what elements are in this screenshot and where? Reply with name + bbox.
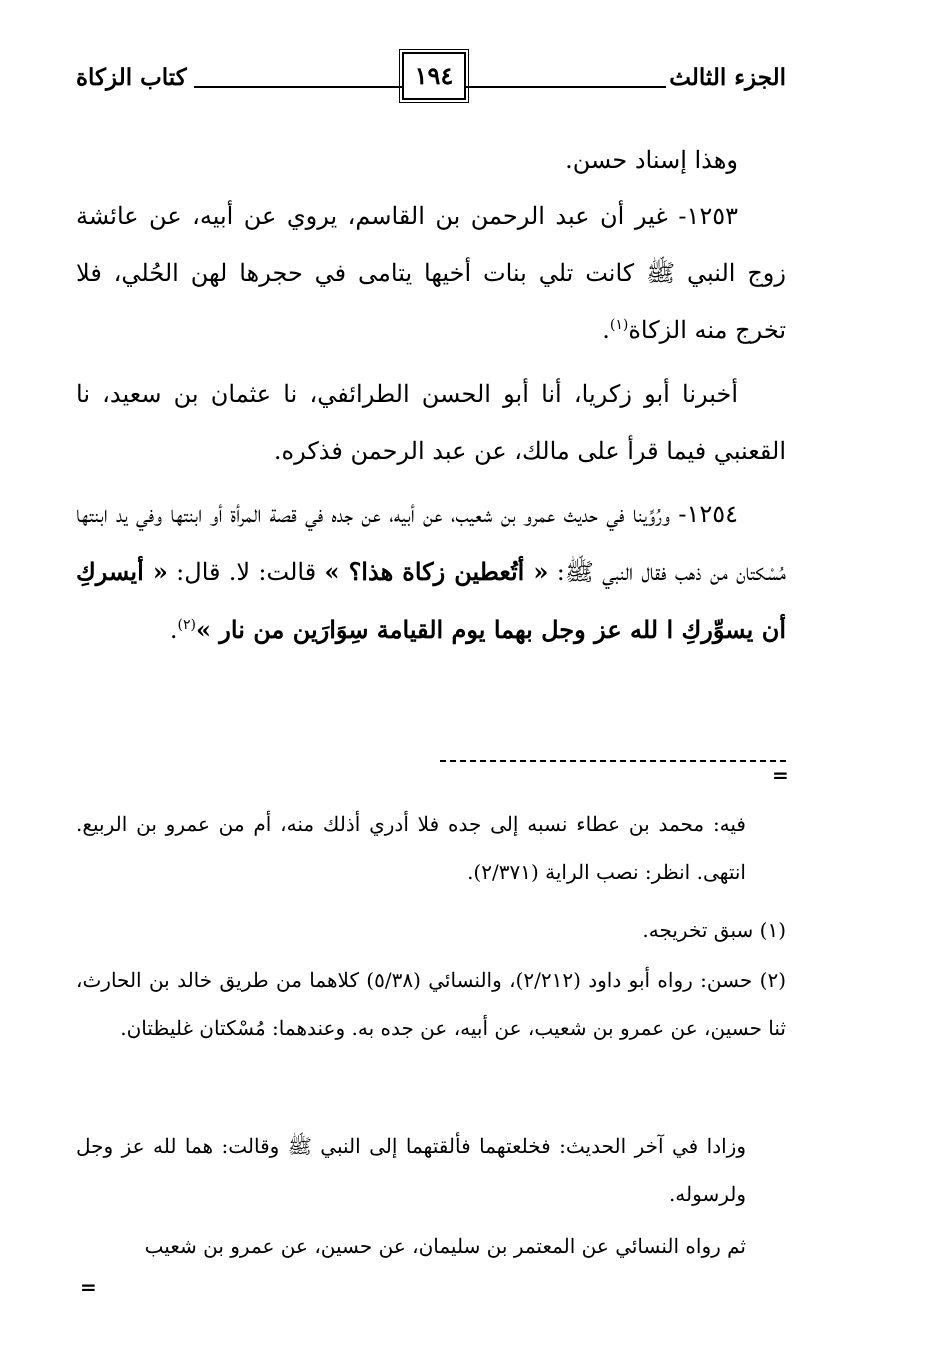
hadith-1254-end: . <box>169 616 178 644</box>
footnote-continuation-text: فيه: محمد بن عطاء نسبه إلى جده فلا أدري أذلك منه، أم من عمرو بن الربيع. انتهى. انظر: نصب الراية (٢/٣٧١). <box>76 812 746 884</box>
footnote-separator <box>440 760 786 762</box>
hadith-1254 <box>76 486 786 659</box>
page-number: ١٩٤ <box>402 52 466 100</box>
hadith-1254-intro: ١٢٥٤- ورُوِّينا في حديث عمرو بن شعيب، عن أبيه، عن جده في قصة المرأة أو ابنتها وفي يد ابنتها مُسْكتان من ذهب فقال النبي ﷺ: <box>76 500 787 586</box>
footnote-1 <box>76 906 786 954</box>
hadith-1253-end: . <box>602 316 610 344</box>
footnote-2-label: (٢) <box>759 968 787 992</box>
footnote-2-tail <box>76 1222 786 1270</box>
hadith-1253 <box>76 188 786 359</box>
footnote-1-text: سبق تخريجه. <box>642 918 754 942</box>
footnote-continuation <box>76 800 786 896</box>
hadith-1253-text: ١٢٥٣- غير أن عبد الرحمن بن القاسم، يروي عن أبيه، عن عائشة زوج النبي ﷺ كانت تلي بنات أخيها يتامى في حجرها لهن الحُلي، فلا تخرج منه الزكاة <box>76 202 786 344</box>
footnote-ref-2: (٢) <box>177 617 196 633</box>
volume-title: الجزء الثالث <box>669 64 786 91</box>
book-title: كتاب الزكاة <box>76 64 187 91</box>
continuation-mark-top: = <box>772 763 789 787</box>
footnote-1-label: (١) <box>759 918 786 942</box>
hadith-1254-mid: قالت: لا. قال: <box>167 558 325 586</box>
footnote-2 <box>76 956 786 1052</box>
running-header <box>76 50 786 106</box>
footnote-ref-1: (١) <box>609 317 629 333</box>
paragraph-chain <box>76 366 786 480</box>
header-rule-right <box>456 86 666 88</box>
footnote-2-addition-text: وزادا في آخر الحديث: فخلعتهما فألقتهما إلى النبي ﷺ وقالت: هما لله عز وجل ولرسوله. <box>76 1134 746 1206</box>
hadith-1254-quote-2: « أيسركِ أن يسوِّركِ ا لله عز وجل بهما يوم القيامة سِوَارَين من نار » <box>76 557 786 644</box>
paragraph-isnad <box>76 132 786 189</box>
footnote-2-tail-text: ثم رواه النسائي عن المعتمر بن سليمان، عن حسين، عن عمرو بن شعيب <box>144 1234 746 1258</box>
paragraph-text: وهذا إسناد حسن. <box>565 146 738 174</box>
header-rule-left <box>194 86 402 88</box>
footnote-2-addition <box>76 1122 786 1218</box>
footnote-2-text: حسن: رواه أبو داود (٢/٢١٢)، والنسائي (٥/٣٨) كلاهما من طريق خالد بن الحارث، ثنا حسين، عن عمرو بن شعيب، عن أبيه، عن جده به. وعندهما: مُسْكتان غليظتان. <box>76 968 786 1040</box>
continuation-mark-bottom: = <box>80 1275 97 1299</box>
hadith-1254-quote-1: « أتُعطين زكاة هذا؟ » <box>324 557 549 586</box>
paragraph-chain-text: أخبرنا أبو زكريا، أنا أبو الحسن الطرائفي، نا عثمان بن سعيد، نا القعنبي فيما قرأ على مالك، عن عبد الرحمن فذكره. <box>76 380 786 465</box>
